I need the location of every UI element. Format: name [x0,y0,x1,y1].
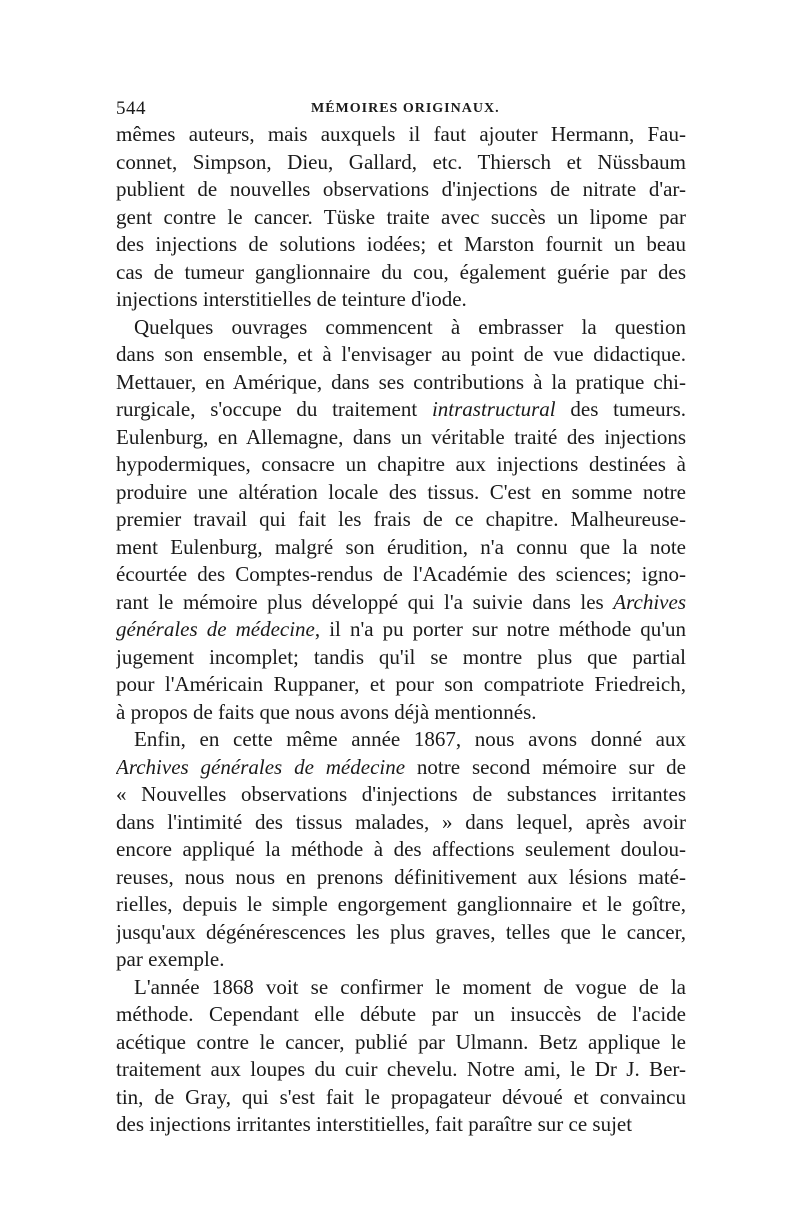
text-line [116,726,686,754]
text-segment: hypodermiques, consacre un chapitre aux injections destinées à [116,452,686,476]
text-line [116,369,686,397]
text-segment: reuses, nous nous en prenons définitivement aux lésions maté- [116,864,686,889]
text-segment: publient de nouvelles observations d'injections de nitrate d'ar- [116,177,686,201]
text-segment: produire une altération locale des tissus. C'est en somme notre [116,479,686,504]
text-segment: notre second mémoire sur de [405,754,686,779]
text-segment: Quelques ouvrages commencent à embrasser la question [134,314,686,339]
text-line [116,836,686,864]
text-segment: , il n'a pu porter sur notre méthode qu'un [314,617,686,641]
text-segment: « Nouvelles observations d'injections de substances irritantes [116,782,686,806]
text-line [116,149,686,177]
text-line [116,809,686,837]
text-segment: gent contre le cancer. Tüske traite avec succès un lipome par [116,204,686,229]
text-segment: méthode. Cependant elle débute par un insuccès de l'acide [116,1002,686,1026]
text-segment: mêmes auteurs, mais auxquels il faut ajouter Hermann, Fau- [116,122,686,146]
text-line [116,1001,686,1029]
text-line [116,314,686,342]
text-line [116,396,686,424]
text-line [116,946,686,974]
text-segment: Eulenburg, en Allemagne, dans un véritable traité des injections [116,424,686,449]
body-text [116,121,686,1139]
text-line [116,1111,686,1139]
text-segment: encore appliqué la méthode à des affections seulement doulou- [116,837,686,861]
text-line [116,699,686,727]
text-segment: L'année 1868 voit se confirmer le moment de vogue de la [134,974,686,999]
text-line [116,671,686,699]
text-line [116,891,686,919]
text-segment: jusqu'aux dégénérescences les plus graves, telles que le cancer, [116,919,686,944]
text-segment: Enfin, en cette même année 1867, nous avons donné aux [134,727,686,751]
italic-title: générales de médecine [116,617,315,641]
text-line [116,121,686,149]
text-segment: acétique contre le cancer, publié par Ulmann. Betz applique le [116,1029,686,1054]
text-segment: à propos de faits que nous avons déjà mentionnés. [116,699,537,724]
text-line [116,1029,686,1057]
text-segment: des injections de solutions iodées; et Marston fournit un beau [116,232,686,256]
text-segment: cas de tumeur ganglionnaire du cou, également guérie par des [116,259,686,284]
text-segment: ment Eulenburg, malgré son érudition, n'a connu que la note [116,534,686,559]
text-line [116,919,686,947]
text-line [116,1056,686,1084]
text-segment: pour l'Américain Ruppaner, et pour son compatriote Friedreich, [116,672,686,696]
text-line [116,341,686,369]
text-segment: Mettauer, en Amérique, dans ses contributions à la pratique chi- [116,369,686,394]
text-line [116,644,686,672]
text-line [116,176,686,204]
text-segment: dans l'intimité des tissus malades, » dans lequel, après avoir [116,809,686,834]
text-line [116,506,686,534]
text-line [116,231,686,259]
italic-title: intrastructural [431,397,556,421]
page-header [116,98,686,120]
italic-title: Archives générales de médecine [116,754,406,779]
text-line [116,534,686,562]
text-line [116,451,686,479]
text-segment: rielles, depuis le simple engorgement ganglionnaire et le goître, [116,892,686,916]
text-line [116,479,686,507]
text-line [116,781,686,809]
text-line [116,286,686,314]
text-segment: rant le mémoire plus développé qui l'a suivie dans les [116,589,614,614]
text-line [116,1084,686,1112]
text-segment: par exemple. [116,947,225,971]
text-line [116,589,686,617]
text-line [116,424,686,452]
text-segment: traitement aux loupes du cuir chevelu. Notre ami, le Dr J. Ber- [116,1057,686,1081]
text-segment: écourtée des Comptes-rendus de l'Académie des sciences; igno- [116,562,686,586]
italic-title: Archives [613,589,686,614]
text-segment: connet, Simpson, Dieu, Gallard, etc. Thiersch et Nüssbaum [116,149,686,174]
text-line [116,616,686,644]
text-segment: dans son ensemble, et à l'envisager au point de vue didactique. [116,342,686,366]
text-line [116,561,686,589]
text-line [116,259,686,287]
text-segment: rurgicale, s'occupe du traitement [116,397,432,421]
text-line [116,864,686,892]
text-line [116,974,686,1002]
text-segment: tin, de Gray, qui s'est fait le propagateur dévoué et convaincu [116,1084,686,1109]
text-line [116,754,686,782]
text-segment: des injections irritantes interstitielles, fait paraître sur ce sujet [116,1112,633,1136]
text-segment: premier travail qui fait les frais de ce chapitre. Malheureuse- [116,507,686,531]
page-number: 544 [116,98,146,119]
text-segment: des tumeurs. [555,397,686,421]
text-segment: injections interstitielles de teinture d'iode. [116,287,467,311]
text-segment: jugement incomplet; tandis qu'il se montre plus que partial [116,644,686,669]
running-head: MÉMOIRES ORIGINAUX. [311,101,500,116]
text-line [116,204,686,232]
